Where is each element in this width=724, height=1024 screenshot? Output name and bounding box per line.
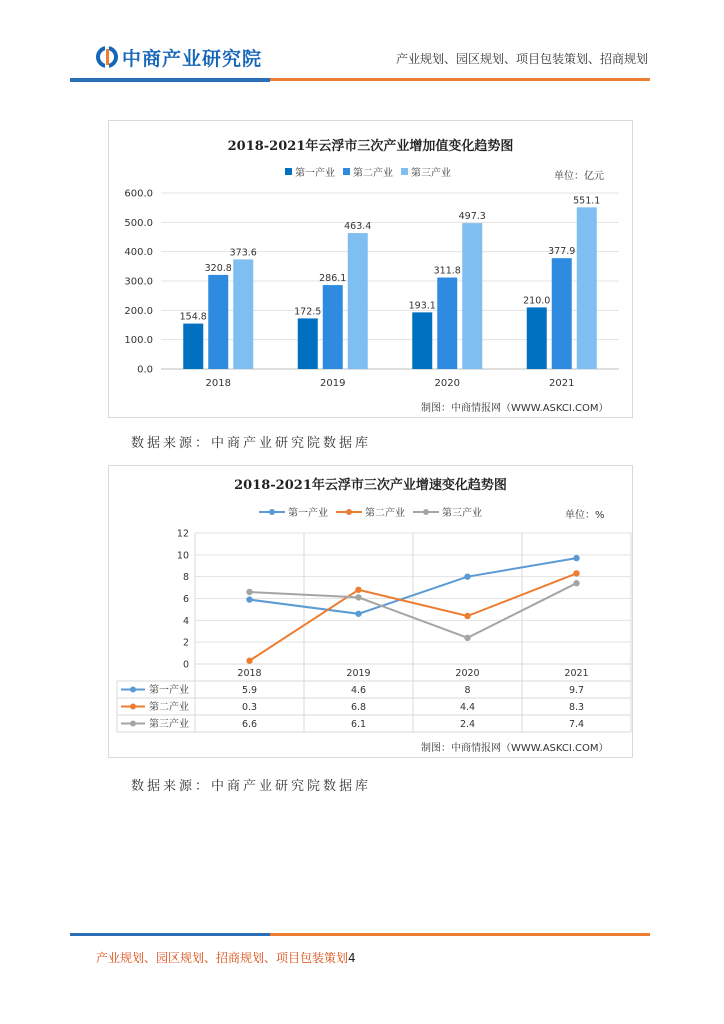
y-tick-label: 12 bbox=[176, 528, 189, 540]
bar-chart-panel bbox=[108, 120, 633, 418]
brand-logo bbox=[96, 42, 262, 72]
legend-label: 第三产业 bbox=[442, 508, 482, 519]
line-chart-source: 数据来源：中商产业研究院数据库 bbox=[131, 779, 372, 794]
x-tick-label: 2019 bbox=[320, 378, 346, 389]
legend-label: 第二产业 bbox=[353, 168, 393, 179]
y-tick-label: 600.0 bbox=[124, 188, 153, 200]
table-value: 8 bbox=[464, 685, 471, 696]
bar bbox=[298, 318, 318, 369]
line-chart-plot bbox=[109, 466, 632, 757]
y-tick-label: 6 bbox=[182, 594, 189, 605]
header-tagline: 产业规划、园区规划、项目包装策划、招商规划 bbox=[395, 52, 648, 66]
legend-label: 第二产业 bbox=[365, 508, 405, 519]
bar bbox=[233, 259, 253, 369]
bar bbox=[412, 312, 432, 369]
y-tick-label: 100.0 bbox=[124, 335, 153, 347]
line-chart-credit: 制图：中商情报网（WWW.ASKCI.COM） bbox=[421, 743, 609, 754]
footer-rule-orange bbox=[270, 933, 650, 936]
legend-label: 第一产业 bbox=[288, 508, 328, 519]
bar-data-label: 154.8 bbox=[179, 311, 207, 323]
bar-chart-source: 数据来源：中商产业研究院数据库 bbox=[131, 436, 372, 451]
y-tick-label: 0.0 bbox=[137, 364, 153, 376]
x-tick-label: 2020 bbox=[434, 378, 460, 389]
bar bbox=[208, 275, 228, 369]
page-footer bbox=[96, 949, 356, 966]
table-value: 5.9 bbox=[241, 685, 258, 696]
bar bbox=[527, 307, 547, 369]
x-tick-label: 2021 bbox=[549, 378, 575, 389]
y-tick-label: 4 bbox=[182, 615, 189, 627]
footer-tagline: 产业规划、园区规划、招商规划、项目包装策划 bbox=[96, 951, 349, 965]
bar-chart-title: 2018-2021年云浮市三次产业增加值变化趋势图 bbox=[227, 139, 514, 154]
brand-name: 中商产业研究院 bbox=[122, 47, 263, 70]
data-point bbox=[355, 594, 361, 600]
data-point bbox=[573, 580, 579, 586]
bar bbox=[462, 223, 482, 369]
y-tick-label: 8 bbox=[182, 572, 189, 584]
table-legend-marker bbox=[130, 721, 136, 727]
data-point bbox=[355, 587, 361, 593]
y-tick-label: 0 bbox=[182, 659, 189, 671]
table-value: 6.1 bbox=[350, 719, 367, 730]
bar-data-label: 311.8 bbox=[433, 265, 461, 277]
bar-chart-credit: 制图：中商情报网（WWW.ASKCI.COM） bbox=[421, 403, 609, 414]
bar-data-label: 172.5 bbox=[294, 306, 322, 318]
line-chart-panel bbox=[108, 465, 633, 758]
data-point bbox=[573, 555, 579, 561]
line-chart-title: 2018-2021年云浮市三次产业增速变化趋势图 bbox=[234, 478, 507, 493]
data-point bbox=[464, 613, 470, 619]
bar-data-label: 210.0 bbox=[523, 295, 551, 307]
data-point bbox=[464, 635, 470, 641]
bar bbox=[323, 285, 343, 369]
legend-label: 第一产业 bbox=[295, 168, 335, 179]
table-legend-marker bbox=[130, 704, 136, 710]
footer-rule-blue bbox=[70, 933, 270, 936]
bar bbox=[437, 278, 457, 369]
y-tick-label: 2 bbox=[182, 637, 189, 649]
table-value: 6.8 bbox=[350, 702, 367, 713]
bar-data-label: 373.6 bbox=[229, 247, 257, 259]
y-tick-label: 10 bbox=[176, 550, 189, 562]
table-value: 8.3 bbox=[568, 702, 585, 713]
bar-data-label: 320.8 bbox=[204, 262, 232, 274]
bar-data-label: 551.1 bbox=[573, 195, 601, 207]
bar-data-label: 497.3 bbox=[458, 211, 486, 223]
page-number: 4 bbox=[348, 951, 356, 965]
table-value: 2.4 bbox=[459, 719, 476, 730]
table-value: 4.4 bbox=[459, 702, 476, 713]
data-point bbox=[246, 596, 252, 602]
y-tick-label: 300.0 bbox=[124, 276, 153, 288]
table-value: 4.6 bbox=[350, 685, 367, 696]
brand-mark-icon bbox=[96, 46, 118, 68]
y-tick-label: 400.0 bbox=[124, 247, 153, 259]
bar bbox=[183, 324, 203, 369]
x-tick-label: 2018 bbox=[237, 668, 262, 679]
bar-data-label: 193.1 bbox=[408, 300, 436, 312]
table-series-name: 第二产业 bbox=[149, 702, 189, 713]
page-header bbox=[0, 0, 724, 90]
line-chart-unit: 单位：% bbox=[565, 510, 605, 521]
header-rule-orange bbox=[270, 78, 650, 81]
header-rule-blue bbox=[70, 78, 270, 82]
table-legend-marker bbox=[130, 687, 136, 693]
data-point bbox=[464, 573, 470, 579]
table-value: 6.6 bbox=[241, 719, 258, 730]
data-point bbox=[573, 570, 579, 576]
data-point bbox=[246, 658, 252, 664]
x-tick-label: 2018 bbox=[205, 378, 231, 389]
bar-data-label: 463.4 bbox=[344, 221, 372, 233]
x-tick-label: 2019 bbox=[346, 668, 371, 679]
x-tick-label: 2020 bbox=[455, 668, 480, 679]
table-series-name: 第一产业 bbox=[149, 685, 189, 696]
table-value: 0.3 bbox=[241, 702, 258, 713]
bar bbox=[577, 207, 597, 369]
y-tick-label: 200.0 bbox=[124, 305, 153, 317]
table-value: 7.4 bbox=[568, 719, 585, 730]
bar-chart-plot bbox=[109, 121, 632, 417]
bar-data-label: 286.1 bbox=[319, 273, 347, 285]
bar-chart-unit: 单位：亿元 bbox=[554, 171, 604, 182]
bar bbox=[552, 258, 572, 369]
table-value: 9.7 bbox=[568, 685, 585, 696]
bar bbox=[348, 233, 368, 369]
x-tick-label: 2021 bbox=[564, 668, 589, 679]
data-point bbox=[246, 589, 252, 595]
table-series-name: 第三产业 bbox=[149, 719, 189, 730]
legend-label: 第三产业 bbox=[411, 168, 451, 179]
data-point bbox=[355, 611, 361, 617]
bar-data-label: 377.9 bbox=[548, 246, 576, 258]
y-tick-label: 500.0 bbox=[124, 217, 153, 229]
